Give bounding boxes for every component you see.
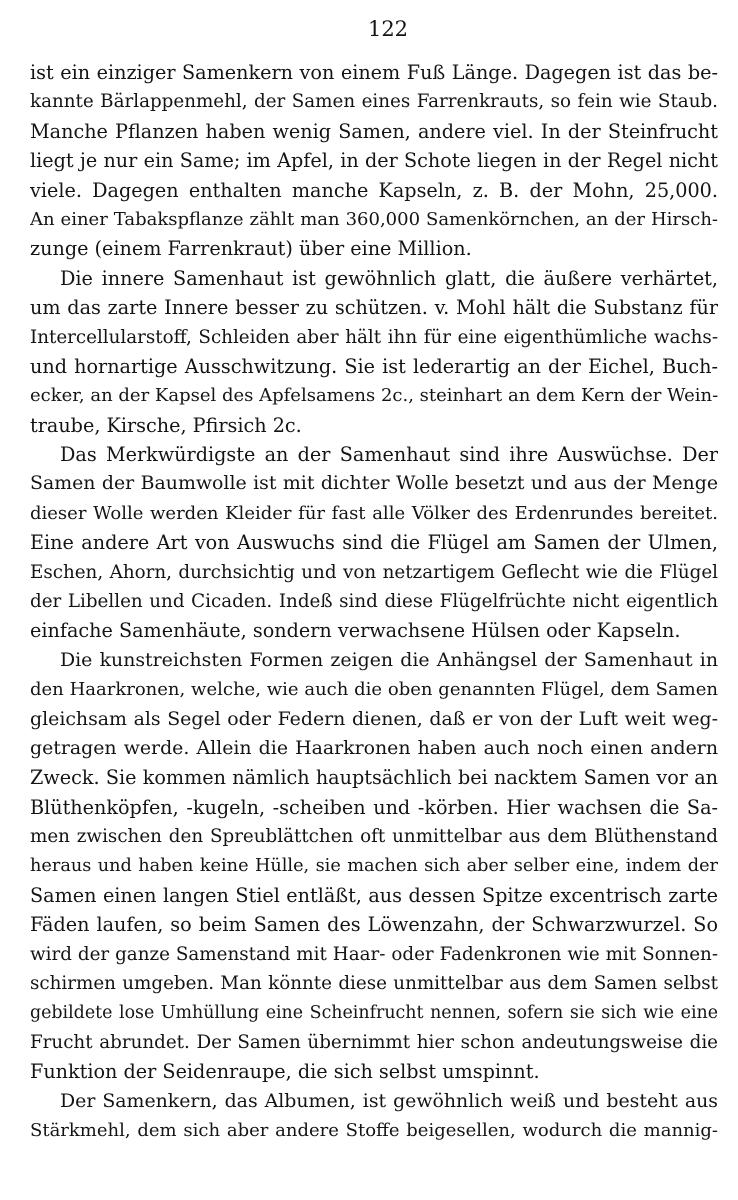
text-line: liegt je nur ein Same; im Apfel, in der Schote liegen in der Regel nicht (30, 149, 718, 173)
text-line: Eschen, Ahorn, durchsichtig und von netzartigem Geflecht wie die Flügel (30, 561, 718, 583)
text-line: Samen der Baumwolle ist mit dichter Wolle besetzt und aus der Menge (30, 472, 718, 495)
text-line: Zweck. Sie kommen nämlich hauptsächlich bei nacktem Samen vor an (30, 766, 718, 790)
text-line: einfache Samenhäute, sondern verwachsene Hülsen oder Kapseln. (30, 619, 681, 643)
text-line: gebildete lose Umhüllung eine Scheinfrucht nennen, sofern sie sich wie eine (30, 1002, 718, 1023)
text-line: um das zarte Innere besser zu schützen. v. Mohl hält die Substanz für (30, 296, 718, 320)
paragraph (30, 1087, 718, 1146)
text-line: Der Samenkern, das Albumen, ist gewöhnlich weiß und besteht aus (60, 1089, 718, 1112)
paragraph (30, 58, 718, 264)
page-number: 122 (367, 17, 409, 41)
text-line: getragen werde. Allein die Haarkronen haben auch noch einen andern (30, 736, 718, 759)
text-line: Funktion der Seidenraupe, die sich selbst umspinnt. (30, 1060, 540, 1084)
text-line: Das Merkwürdigste an der Samenhaut sind ihre Auswüchse. Der (60, 443, 718, 467)
paragraph (30, 646, 718, 1087)
text-line: Fäden laufen, so beim Samen des Löwenzahn, der Schwarzwurzel. So (30, 913, 718, 937)
text-line: Intercellularstoff, Schleiden aber hält ihn für eine eigenthümliche wachs- (30, 326, 718, 348)
text-line: Die innere Samenhaut ist gewöhnlich glatt, die äußere verhärtet, (60, 266, 718, 290)
body-text (30, 58, 718, 1145)
paragraph (30, 440, 718, 646)
text-line: heraus und haben keine Hülle, sie machen sich aber selber eine, indem der (30, 855, 718, 876)
text-line: und hornartige Ausschwitzung. Sie ist lederartig an der Eichel, Buch- (30, 354, 718, 378)
text-line: An einer Tabakspflanze zählt man 360,000 Samenkörnchen, an der Hirsch- (30, 208, 718, 230)
text-line: ist ein einziger Samenkern von einem Fuß Länge. Dagegen ist das be- (30, 61, 718, 84)
text-line: men zwischen den Spreublättchen oft unmittelbar aus dem Blüthenstand (30, 826, 718, 848)
text-line: viele. Dagegen enthalten manche Kapseln, z. B. der Mohn, 25,000. (30, 178, 718, 202)
text-line: Manche Pflanzen haben wenig Samen, andere viel. In der Steinfrucht (30, 119, 718, 143)
text-line: schirmen umgeben. Man könnte diese unmittelbar aus dem Samen selbst (30, 973, 718, 995)
text-line: den Haarkronen, welche, wie auch die oben genannten Flügel, dem Samen (30, 679, 718, 701)
text-line: der Libellen und Cicaden. Indeß sind diese Flügelfrüchte nicht eigentlich (30, 591, 718, 613)
text-line: Die kunstreichsten Formen zeigen die Anhängsel der Samenhaut in (60, 648, 718, 671)
text-line: traube, Kirsche, Pfirsich 2c. (30, 413, 302, 437)
text-line: Eine andere Art von Auswuchs sind die Flügel am Samen der Ulmen, (30, 531, 718, 555)
text-line: Blüthenköpfen, -kugeln, -scheiben und -körben. Hier wachsen die Sa- (30, 795, 718, 819)
paragraph (30, 264, 718, 440)
text-line: gleichsam als Segel oder Federn dienen, daß er von der Luft weit weg- (30, 707, 718, 730)
text-line: ecker, an der Kapsel des Apfelsamens 2c., steinhart an dem Kern der Wein- (30, 385, 718, 407)
text-line: wird der ganze Samenstand mit Haar- oder Fadenkronen wie mit Sonnen- (30, 943, 718, 965)
text-line: kannte Bärlappenmehl, der Samen eines Farrenkrauts, so fein wie Staub. (30, 91, 718, 113)
text-line: zunge (einem Farrenkraut) über eine Million. (30, 237, 472, 261)
text-line: Frucht abrundet. Der Samen übernimmt hier schon andeutungsweise die (30, 1031, 718, 1053)
text-line: Stärkmehl, dem sich aber andere Stoffe beigesellen, wodurch die mannig- (30, 1120, 718, 1142)
text-line: dieser Wolle werden Kleider für fast alle Völker des Erdenrundes bereitet. (30, 502, 718, 524)
text-line: Samen einen langen Stiel entläßt, aus dessen Spitze excentrisch zarte (30, 883, 718, 907)
